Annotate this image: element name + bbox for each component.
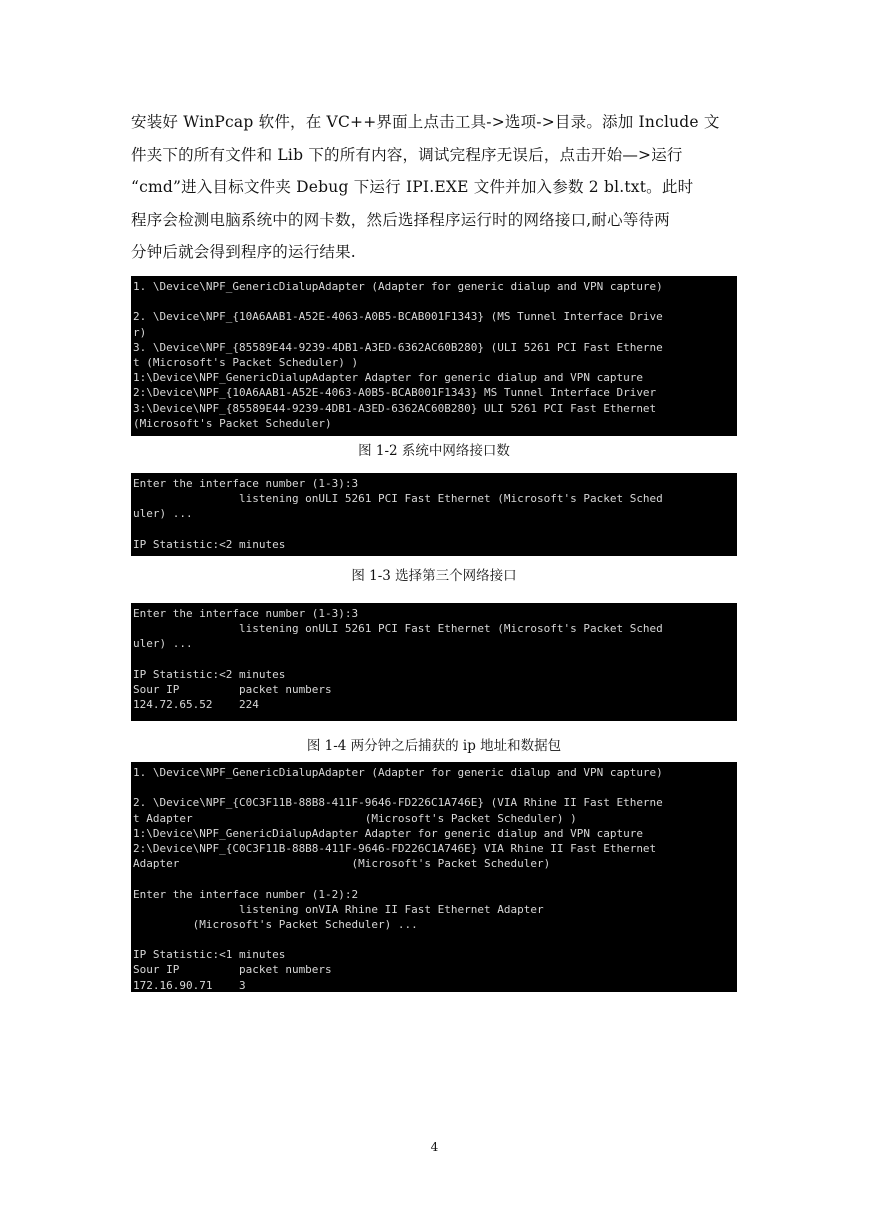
terminal-line: Enter the interface number (1-2):2 xyxy=(133,887,359,901)
terminal-line: 124.72.65.52 224 xyxy=(133,698,259,712)
terminal-screenshot-select-interface xyxy=(131,473,737,556)
terminal-line xyxy=(133,522,737,537)
paragraph-line: 分钟后就会得到程序的运行结果. xyxy=(131,243,356,261)
terminal-line xyxy=(133,652,737,667)
terminal-line: Enter the interface number (1-3):3 xyxy=(133,477,359,490)
terminal-line: Sour IP packet numbers xyxy=(133,963,332,977)
terminal-line: (Microsoft's Packet Scheduler) ... xyxy=(133,917,418,931)
terminal-line: listening onVIA Rhine II Fast Ethernet Adapter xyxy=(133,902,544,916)
figure-caption: 图 1-3 选择第三个网络接口 xyxy=(351,568,517,584)
terminal-line: IP Statistic:<2 minutes xyxy=(133,537,286,551)
terminal-line: 1. \Device\NPF_GenericDialupAdapter (Adapter for generic dialup and VPN capture) xyxy=(133,766,663,779)
terminal-line: Adapter (Microsoft's Packet Scheduler) xyxy=(133,857,551,871)
terminal-line: t Adapter (Microsoft's Packet Scheduler) ) xyxy=(133,811,577,825)
terminal-line: (Microsoft's Packet Scheduler) xyxy=(133,416,332,430)
terminal-line: 172.16.90.71 3 xyxy=(133,978,246,992)
terminal-line: 1:\Device\NPF_GenericDialupAdapter Adapter for generic dialup and VPN capture xyxy=(133,371,643,385)
terminal-line: IP Statistic:<2 minutes xyxy=(133,667,286,681)
terminal-line: IP Statistic:<1 minutes xyxy=(133,948,286,962)
terminal-line xyxy=(133,780,737,795)
terminal-line: 3:\Device\NPF_{85589E44-9239-4DB1-A3ED-6362AC60B280} ULI 5261 PCI Fast Ethernet xyxy=(133,401,657,415)
paragraph-line: 件夹下的所有文件和 Lib 下的所有内容，调试完程序无误后，点击开始—>运行 xyxy=(131,145,683,164)
page-number: 4 xyxy=(430,1140,439,1154)
terminal-line: 2:\Device\NPF_{10A6AAB1-A52E-4063-A0B5-BCAB001F1343} MS Tunnel Interface Driver xyxy=(133,386,657,400)
terminal-line: listening onULI 5261 PCI Fast Ethernet (Microsoft's Packet Sched xyxy=(133,492,663,506)
body-paragraph xyxy=(131,106,743,269)
paragraph-line: 程序会检测电脑系统中的网卡数，然后选择程序运行时的网络接口,耐心等待两 xyxy=(131,210,670,229)
terminal-line xyxy=(133,871,737,886)
figure-caption: 图 1-4 两分钟之后捕获的 ip 地址和数据包 xyxy=(306,738,562,754)
terminal-line: 1. \Device\NPF_GenericDialupAdapter (Adapter for generic dialup and VPN capture) xyxy=(133,280,663,293)
paragraph-line: 安装好 WinPcap 软件，在 VC++界面上点击工具->选项->目录。添加 Include 文 xyxy=(131,113,720,131)
terminal-line: Enter the interface number (1-3):3 xyxy=(133,607,359,620)
terminal-line: 3. \Device\NPF_{85589E44-9239-4DB1-A3ED-6362AC60B280} (ULI 5261 PCI Fast Etherne xyxy=(133,340,663,354)
terminal-screenshot-captured-packets xyxy=(131,603,737,721)
terminal-line: listening onULI 5261 PCI Fast Ethernet (Microsoft's Packet Sched xyxy=(133,622,663,636)
terminal-line: Sour IP packet numbers xyxy=(133,682,332,696)
terminal-line xyxy=(133,932,737,947)
terminal-line: uler) ... xyxy=(133,507,193,521)
terminal-line: uler) ... xyxy=(133,637,193,651)
paragraph-line: “cmd”进入目标文件夹 Debug 下运行 IPI.EXE 文件并加入参数 2 bl.txt。此时 xyxy=(131,178,694,196)
terminal-line: 2:\Device\NPF_{C0C3F11B-88B8-411F-9646-FD226C1A746E} VIA Rhine II Fast Ethernet xyxy=(133,841,657,855)
terminal-line: r) xyxy=(133,325,147,339)
terminal-line xyxy=(133,294,737,309)
terminal-line: 2. \Device\NPF_{C0C3F11B-88B8-411F-9646-FD226C1A746E} (VIA Rhine II Fast Etherne xyxy=(133,796,663,810)
terminal-line: 2. \Device\NPF_{10A6AAB1-A52E-4063-A0B5-BCAB001F1343} (MS Tunnel Interface Drive xyxy=(133,310,663,324)
terminal-screenshot-second-run xyxy=(131,762,737,992)
terminal-line: 1:\Device\NPF_GenericDialupAdapter Adapter for generic dialup and VPN capture xyxy=(133,826,643,840)
terminal-line: t (Microsoft's Packet Scheduler) ) xyxy=(133,355,359,369)
figure-caption: 图 1-2 系统中网络接口数 xyxy=(358,443,510,459)
terminal-screenshot-interfaces xyxy=(131,276,737,436)
